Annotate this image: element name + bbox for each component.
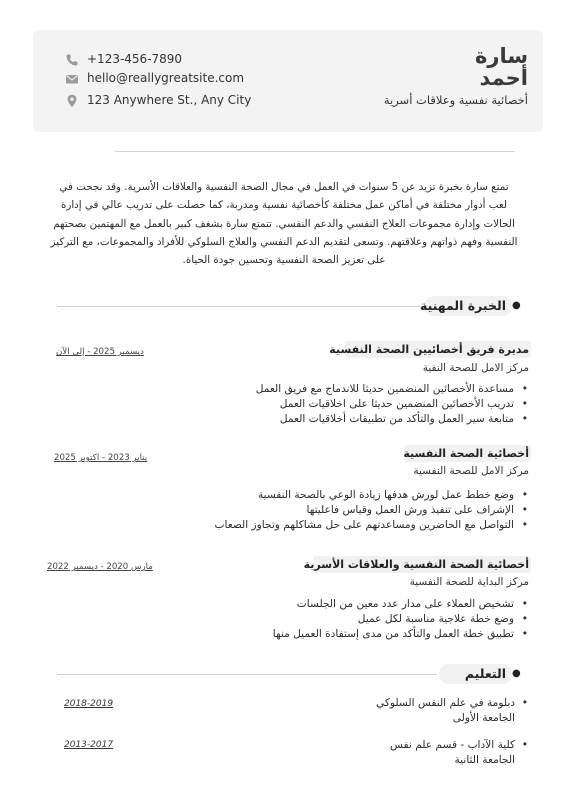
experience-heading-bullet: ● (512, 300, 521, 311)
job-duty: • تشخيص العملاء على مدار عدد معين من الجلسات (273, 597, 528, 612)
email-text: hello@reallygreatsite.com (87, 71, 245, 85)
experience-divider (57, 306, 422, 307)
header-divider (115, 151, 515, 152)
job-duty: • وضع خطط عمل لورش هدفها زيادة الوعي بالصحة النفسية (215, 488, 528, 503)
job-duty: • متابعة سير العمل والتأكد من تطبيقات أخلاقيات العمل (256, 412, 528, 427)
experience-heading: الخبرة المهنية (420, 298, 506, 313)
job-date: ديسمبر 2025 - إلى الآن (56, 347, 144, 357)
job-duties-list (273, 597, 528, 642)
profile-summary: تمتع سارة بخبرة تزيد عن 5 سنوات في العمل في مجال الصحة النفسية والعلاقات الأسرية. وقد نجحت في لعب أدوار مختلفة في أماكن عمل مختلفة كأخصائية نفسية ومدربة، كما حصلت على تدريب عالي في إدارة الحالات وإدارة مجموعات العلاج النفسي والدعم النفسي. تتمتع سارة بشغف كبير بالعمل مع المهتمين بصحتهم النفسية وفهم ذواتهم وعلاقتهم. وتسعى لتقديم الدعم النفسي والعلاج السلوكي للأفراد والمجموعات، مع التركيز على تعزيز الصحة النفسية وتحسين جودة الحياة. (50, 181, 518, 267)
job-duties-list (215, 488, 528, 533)
education-degree: كلية الآداب - قسم علم نفس (390, 739, 515, 751)
name-first: سارة (474, 44, 528, 68)
education-school: الجامعة الأولى (452, 712, 515, 724)
education-item (376, 696, 528, 726)
education-date: 2018-2019 (64, 699, 114, 709)
job-duties-list (256, 382, 528, 427)
education-bullet: • (521, 697, 528, 709)
phone-text: +123-456-7890 (87, 52, 183, 66)
header-panel (33, 30, 543, 132)
education-heading-bullet: ● (512, 668, 521, 679)
job-duty: • تطبيق خطة العمل والتأكد من مدى إستفادة العميل منها (273, 627, 528, 642)
mail-icon (65, 72, 79, 86)
job-title: أخصائية نفسية وعلاقات أسرية (383, 93, 528, 107)
phone-icon (65, 53, 79, 67)
job-duty: • الإشراف على تنفيذ ورش العمل وقياس فاعليتها (215, 503, 528, 518)
job-date: مارس 2020 - ديسمبر 2022 (47, 562, 153, 572)
job-organization: مركز الامل للصحة النفية (422, 362, 529, 374)
job-duty: • تدريب الأخصائين المنضمين حديثا على اخلاقيات العمل (256, 397, 528, 412)
name-last: أحمد (479, 66, 528, 90)
job-date: يناير 2023 - اكتوبر 2025 (54, 453, 148, 463)
job-title: أخصائية الصحة النفسية والعلاقات الأسرية (303, 558, 529, 571)
job-organization: مركز البداية للصحة النفسية (409, 576, 529, 588)
education-heading: التعليم (464, 666, 506, 681)
education-divider (57, 674, 437, 675)
job-duty: • مساعدة الأخصائين المنضمين حديثا للاندماج مع فريق العمل (256, 382, 528, 397)
education-date: 2013-2017 (64, 740, 114, 750)
education-degree: دبلومة في علم النفس السلوكي (376, 697, 515, 709)
job-organization: مركز الامل للصحة النفسية (413, 465, 529, 477)
education-bullet: • (521, 739, 528, 751)
job-title: أخصائية الصحة النفسية (403, 447, 529, 460)
address-text: 123 Anywhere St., Any City (87, 93, 252, 107)
job-duty: • التواصل مع الحاضرين ومساعدتهم على حل مشاكلهم وتجاوز الصعاب (215, 518, 528, 533)
education-item (390, 738, 528, 768)
education-school: الجامعة الثانية (454, 754, 515, 766)
job-title: مديرة فريق أخصائيين الصحة النفسية (329, 343, 529, 356)
job-duty: • وضع خطة علاجية مناسبة لكل عميل (273, 612, 528, 627)
location-pin-icon (65, 94, 79, 108)
